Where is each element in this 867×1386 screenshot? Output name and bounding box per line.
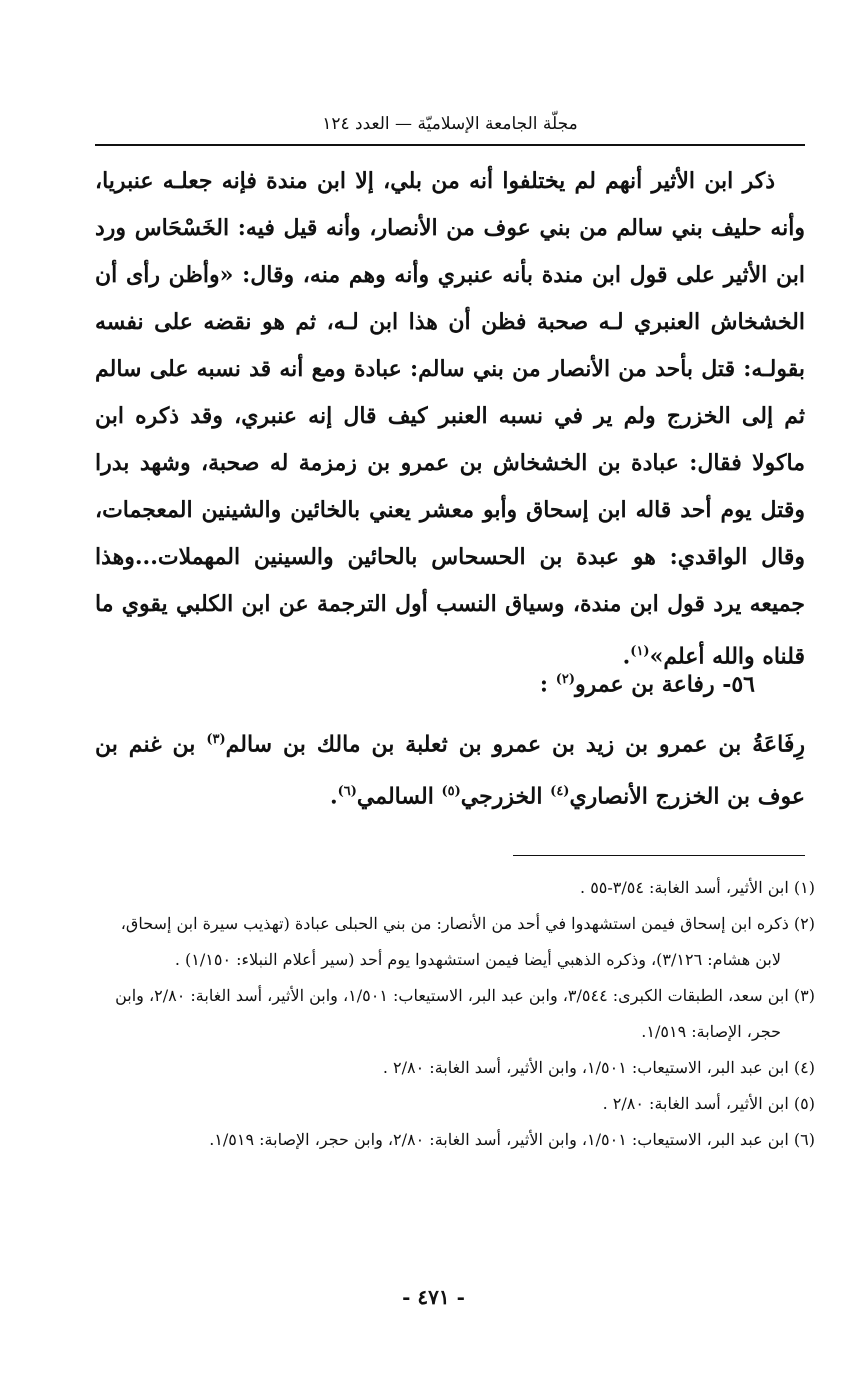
- footnote-1: (١) ابن الأثير، أسد الغابة: ٣/٥٤-٥٥ .: [580, 878, 815, 897]
- lineage-part-4: السالمي: [356, 783, 442, 810]
- footnote-ref-5[interactable]: (٥): [441, 784, 461, 800]
- footnotes-divider: [513, 855, 805, 856]
- footnote-ref-1[interactable]: (١): [630, 644, 650, 659]
- lineage-end: .: [329, 783, 338, 810]
- paragraph-text: ذكر ابن الأثير أنهم لم يختلفوا أنه من بلي، إلا ابن مندة فإنه جعلـه عنبريا، وأنه حليف بني سالم من بني عوف من الأنصار، وأنه قيل فيه: الخَسْحَاس ورد ابن الأثير على قول ابن مندة بأنه عنبري وأنه وهم منه، وقال: «وأظن رأى أن الخشخاش العنبري لـه صحبة فظن أن هذا ابن لـه، ثم هو نقضه على نفسه بقولـه: قتل بأحد من الأنصار من بني سالم: عبادة ومع أنه قد نسبه على سالم ثم إلى الخزرج ولم ير في نسبه العنبر كيف قال إنه عنبري، وقد ذكره ابن ماكولا فقال: عبادة بن الخشخاش بن عمرو بن زمزمة له صحبة، وشهد بدرا وقتل يوم أحد قاله ابن إسحاق وأبو معشر يعني بالخائين والشينين المعجمات، وقال الواقدي: هو عبدة بن الحسحاس بالحائين والسينين المهملات...وهذا جميعه يرد قول ابن مندة، وسياق النسب أول الترجمة عن ابن الكلبي يقوي ما قلناه والله أعلم»: [95, 168, 805, 670]
- footnote-ref-6[interactable]: (٦): [337, 784, 357, 800]
- entry-heading-text: ٥٦- رفاعة بن عمرو: [575, 671, 755, 698]
- entry-lineage: [95, 716, 805, 821]
- footnote-ref-3[interactable]: (٣): [206, 732, 226, 747]
- entry-heading-colon: :: [539, 671, 549, 698]
- footnote-5: (٥) ابن الأثير، أسد الغابة: ٢/٨٠ .: [602, 1094, 815, 1113]
- footnote-3: (٣) ابن سعد، الطبقات الكبرى: ٣/٥٤٤، وابن عبد البر، الاستيعاب: ١/٥٠١، وابن الأثير، أسد الغابة: ٢/٨٠، وابن حجر، الإصابة: ١/٥١٩.: [115, 986, 815, 1041]
- paragraph-end: .: [622, 643, 631, 670]
- header-divider: [95, 144, 805, 146]
- journal-header: مجلّة الجامعة الإسلاميّة — العدد ١٢٤: [322, 114, 578, 134]
- footnote-4: (٤) ابن عبد البر، الاستيعاب: ١/٥٠١، وابن الأثير، أسد الغابة: ٢/٨٠ .: [382, 1058, 815, 1077]
- footnote-6: (٦) ابن عبد البر، الاستيعاب: ١/٥٠١، وابن الأثير، أسد الغابة: ٢/٨٠، وابن حجر، الإصابة: ١/٥١٩.: [209, 1130, 815, 1149]
- lineage-part-3: الخزرجي: [460, 783, 551, 810]
- footnote-2: (٢) ذكره ابن إسحاق فيمن استشهدوا في أحد من الأنصار: من بني الحبلى عبادة (تهذيب سيرة ابن إسحاق، لابن هشام: ٣/١٢٦)، وذكره الذهبي أيضا فيمن استشهدوا يوم أحد (سير أعلام النبلاء: ١/١٥٠) .: [120, 914, 815, 969]
- entry-heading: [540, 660, 755, 704]
- lineage-part-2: بن غنم بن عوف بن الخزرج الأنصاري: [95, 731, 805, 810]
- footnote-ref-4[interactable]: (٤): [550, 784, 570, 800]
- page-number: - ٤٧١ -: [402, 1285, 465, 1309]
- footnotes-list: [95, 870, 815, 1158]
- main-paragraph: [95, 158, 805, 680]
- lineage-part-1: رِفَاعَةُ بن عمرو بن زيد بن عمرو بن ثعلبة بن مالك بن سالم: [225, 731, 805, 758]
- footnote-ref-2[interactable]: (٢): [555, 672, 575, 687]
